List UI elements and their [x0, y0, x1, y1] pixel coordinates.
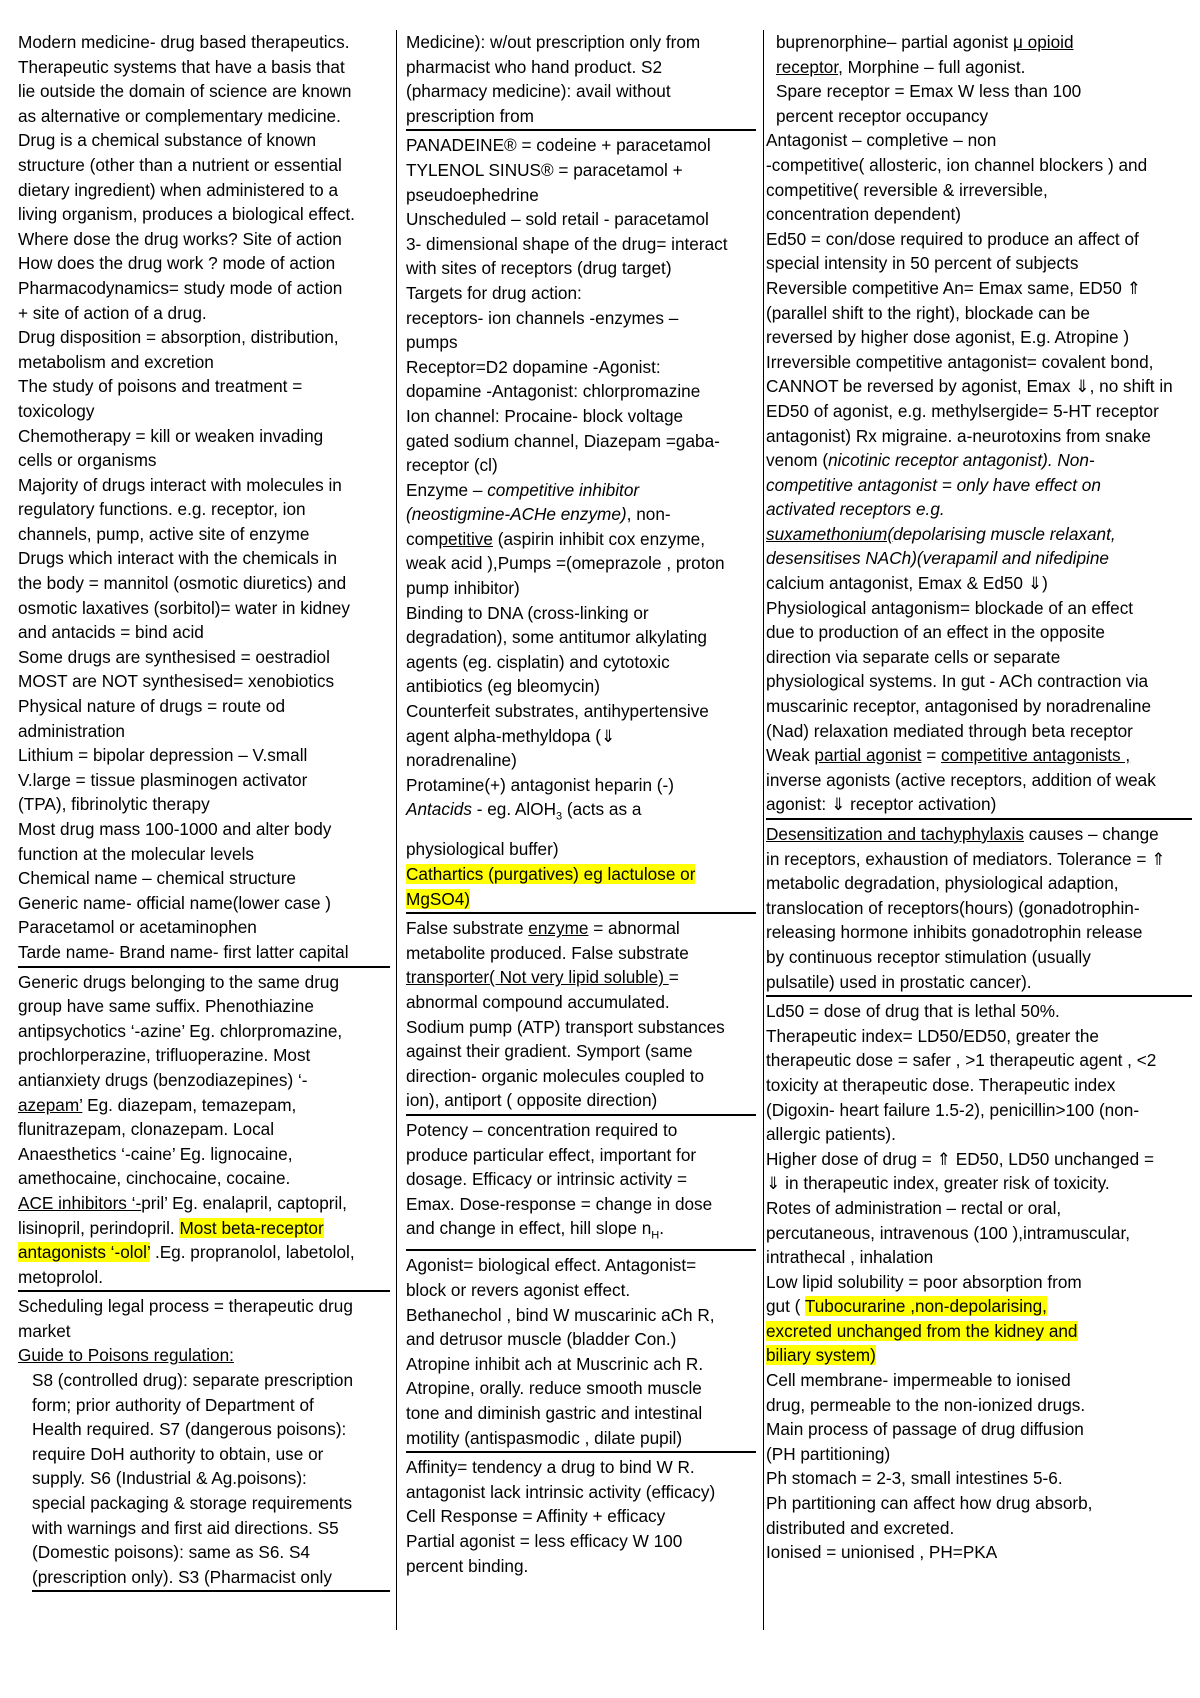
text-line: noradrenaline)	[406, 750, 517, 771]
text-line: Tarde name- Brand name- first latter capital	[18, 941, 349, 962]
text-line: function at the molecular levels	[18, 843, 254, 864]
text-line	[18, 1093, 390, 1118]
text-line: osmotic laxatives (sorbitol)= water in kidney	[18, 597, 350, 618]
text-line: metabolic degradation, physiological adaption,	[766, 873, 1119, 894]
text-line: Bethanechol , bind W muscarinic aCh R,	[406, 1304, 715, 1325]
text-run: Weak	[766, 745, 815, 766]
text-line: therapeutic dose = safer , >1 therapeutic agent , <2	[766, 1050, 1157, 1071]
text-line: Agonist= biological effect. Antagonist=	[406, 1255, 697, 1276]
text-line: group have same suffix. Phenothiazine	[18, 996, 314, 1017]
text-line: Generic drugs belonging to the same drug	[18, 971, 340, 992]
text-line	[406, 916, 756, 941]
text-run: causes – change	[1023, 824, 1159, 844]
text-run: pril’ Eg. enalapril, captopril,	[141, 1192, 347, 1213]
text-line: Cell membrane- impermeable to ionised	[766, 1370, 1071, 1391]
text-line: weak acid ),Pumps =(omeprazole , proton	[406, 553, 725, 574]
text-run: gut (	[766, 1296, 805, 1317]
section-divider	[406, 1114, 756, 1116]
text-line: Ph partitioning can affect how drug absorb,	[766, 1493, 1093, 1514]
text-line: receptors- ion channels -enzymes –	[406, 307, 679, 328]
text-line: agents (eg. cisplatin) and cytotoxic	[406, 651, 670, 672]
text-line: Rotes of administration – rectal or oral,	[766, 1197, 1062, 1218]
text-line: degradation), some antitumor alkylating	[406, 627, 707, 648]
text-line: structure (other than a nutrient or essential	[18, 154, 342, 175]
text-line: toxicology	[18, 400, 95, 421]
text-line: motility (antispasmodic , dilate pupil)	[406, 1427, 683, 1448]
underlined-text: receptor	[776, 56, 839, 77]
text-run: =	[921, 745, 942, 766]
subscript: 3	[555, 810, 563, 823]
text-line	[766, 522, 1192, 547]
text-line: releasing hormone inhibits gonadotrophin release	[766, 922, 1143, 943]
text-line: intrathecal , inhalation	[766, 1247, 934, 1268]
text-line: inverse agonists (active receptors, addition of weak	[766, 769, 1156, 790]
text-line: metoprolol.	[18, 1266, 104, 1287]
text-line: Medicine): w/out prescription only from	[406, 32, 701, 52]
text-line: Atropine, orally. reduce smooth muscle	[406, 1378, 702, 1399]
text-line: Targets for drug action:	[406, 282, 582, 303]
highlighted-text: excreted unchanged from the kidney and	[766, 1320, 1078, 1341]
section-divider	[32, 1590, 390, 1592]
highlighted-text: Most beta-receptor	[179, 1217, 324, 1238]
underlined-text: petitive	[438, 528, 493, 549]
underlined-text: enzyme	[528, 918, 589, 939]
text-line: prescription from	[406, 105, 534, 126]
text-line	[406, 1216, 756, 1248]
text-line: Reversible competitive An= Emax same, ED50 ⇑	[766, 277, 1142, 298]
text-line	[406, 965, 756, 990]
text-line: Where dose the drug works? Site of action	[18, 228, 342, 249]
section-divider	[406, 1249, 756, 1251]
text-line: concentration dependent)	[766, 204, 961, 225]
text-line: amethocaine, cinchocaine, cocaine.	[18, 1168, 291, 1189]
text-line	[766, 30, 1192, 55]
text-line: calcium antagonist, Emax & Ed50 ⇓)	[766, 573, 1048, 594]
text-run: =	[668, 967, 679, 988]
text-line: MOST are NOT synthesised= xenobiotics	[18, 671, 335, 692]
column-1	[18, 30, 390, 1594]
text-line: pump inhibitor)	[406, 578, 520, 599]
text-line: metabolism and excretion	[18, 351, 214, 372]
text-line: tone and diminish gastric and intestinal	[406, 1402, 703, 1423]
underlined-text: transporter( Not very lipid soluble)	[406, 967, 669, 988]
text-line: pseudoephedrine	[406, 184, 539, 205]
text-line: muscarinic receptor, antagonised by noradrenaline	[766, 696, 1152, 717]
text-line: Physical nature of drugs = route od	[18, 696, 286, 717]
text-line: CANNOT be reversed by agonist, Emax ⇓, no shift in	[766, 376, 1173, 397]
text-line: Some drugs are synthesised = oestradiol	[18, 646, 330, 667]
section-divider	[18, 966, 390, 968]
text-line: reversed by higher dose agonist, E.g. Atropine )	[766, 327, 1130, 348]
text-line: desensitises NACh)(verapamil and nifedipine	[766, 548, 1109, 569]
text-line: (PH partitioning)	[766, 1443, 891, 1464]
text-line: ion), antiport ( opposite direction)	[406, 1090, 658, 1111]
section-divider	[18, 1290, 390, 1292]
text-line: Paracetamol or acetaminophen	[18, 917, 257, 938]
text-line: administration	[18, 720, 125, 741]
text-line: Antagonist – completive – non	[766, 130, 997, 151]
text-line: (pharmacy medicine): avail without	[406, 81, 671, 102]
text-line: drug, permeable to the non-ionized drugs.	[766, 1394, 1086, 1415]
column-3	[766, 30, 1192, 1565]
text-line: dopamine -Antagonist: chlorpromazine	[406, 381, 701, 402]
text-line: percent binding.	[406, 1555, 529, 1576]
text-line	[18, 1216, 390, 1241]
highlighted-text: antagonists ‘-olol’	[18, 1242, 151, 1263]
text-line: Sodium pump (ATP) transport substances	[406, 1016, 725, 1037]
text-line: regulatory functions. e.g. receptor, ion	[18, 499, 306, 520]
text-line: dietary ingredient) when administered to a	[18, 179, 339, 200]
text-line: Most drug mass 100-1000 and alter body	[18, 819, 332, 839]
text-line: lie outside the domain of science are known	[18, 81, 352, 102]
text-line: (Digoxin- heart failure 1.5-2), penicillin>100 (non-	[766, 1099, 1140, 1120]
text-line: Spare receptor = Emax W less than 100	[776, 81, 1082, 102]
text-run: and change in effect, hill slope n	[406, 1218, 652, 1239]
text-line: Atropine inhibit ach at Muscrinic ach R.	[406, 1353, 704, 1374]
text-line: block or revers agonist effect.	[406, 1279, 631, 1300]
text-line: ⇓ in therapeutic index, greater risk of toxicity.	[766, 1173, 1110, 1194]
text-line: abnormal compound accumulated.	[406, 992, 670, 1012]
text-line	[766, 1343, 1192, 1368]
text-run: , non-	[626, 504, 671, 525]
italic-text: (neostigmine-ACHe enzyme)	[406, 504, 627, 525]
italic-text: competitive inhibitor	[487, 479, 640, 500]
text-line: against their gradient. Symport (same	[406, 1041, 693, 1062]
text-line: Drug is a chemical substance of known	[18, 130, 317, 151]
text-line: Low lipid solubility = poor absorption from	[766, 1271, 1082, 1292]
text-run: com	[406, 528, 439, 549]
text-line: Therapeutic systems that have a basis that	[18, 56, 345, 77]
text-line: Chemotherapy = kill or weaken invading	[18, 425, 324, 446]
text-line: physiological systems. In gut - ACh contraction via	[766, 671, 1149, 692]
text-line: Protamine(+) antagonist heparin (-)	[406, 774, 674, 795]
text-line: Ionised = unionised , PH=PKA	[766, 1542, 998, 1563]
text-line: by continuous receptor stimulation (usually	[766, 946, 1091, 967]
text-line: due to production of an effect in the opposite	[766, 622, 1105, 643]
text-line: Counterfeit substrates, antihypertensive	[406, 701, 709, 722]
text-line	[766, 743, 1192, 768]
text-line: in receptors, exhaustion of mediators. Tolerance = ⇑	[766, 848, 1166, 869]
text-line	[406, 478, 756, 503]
text-line: + site of action of a drug.	[18, 302, 207, 323]
text-line	[18, 1240, 390, 1265]
text-line: Ph stomach = 2-3, small intestines 5-6.	[766, 1468, 1063, 1489]
section-divider	[406, 129, 756, 131]
underlined-text: azepam’	[18, 1094, 83, 1115]
text-line: How does the drug work ? mode of action	[18, 253, 336, 274]
text-line	[766, 1319, 1192, 1344]
text-line: Cell Response = Affinity + efficacy	[406, 1506, 666, 1527]
text-run: Eg. diazepam, temazepam,	[82, 1094, 297, 1115]
text-line: prochlorperazine, trifluoperazine. Most	[18, 1045, 311, 1066]
text-run: False substrate	[406, 918, 529, 939]
text-line: direction via separate cells or separate	[766, 646, 1061, 667]
text-line: dosage. Efficacy or intrinsic activity =	[406, 1169, 688, 1190]
underlined-text: Desensitization and tachyphylaxis	[766, 824, 1024, 844]
highlighted-text: biliary system)	[766, 1345, 876, 1366]
italic-text: depolarising muscle relaxant,	[893, 523, 1116, 544]
text-line: (Domestic poisons): same as S6. S4	[32, 1542, 310, 1563]
text-line: Drug disposition = absorption, distribution,	[18, 327, 339, 348]
text-line: Irreversible competitive antagonist= covalent bond,	[766, 351, 1154, 372]
text-line: Ion channel: Procaine- block voltage	[406, 405, 684, 426]
text-line: receptor (cl)	[406, 455, 498, 476]
text-line: Drugs which interact with the chemicals in	[18, 548, 338, 569]
text-run: lisinopril, perindopril.	[18, 1217, 180, 1238]
text-line: direction- organic molecules coupled to	[406, 1065, 705, 1086]
text-run: venom (	[766, 450, 829, 471]
section-divider	[766, 818, 1192, 820]
text-line: Chemical name – chemical structure	[18, 868, 296, 889]
text-line: agent alpha-methyldopa (⇓	[406, 725, 616, 746]
text-line: pharmacist who hand product. S2	[406, 56, 663, 77]
underlined-text: μ opioid	[1012, 32, 1074, 52]
text-line	[766, 1294, 1192, 1319]
text-line: special intensity in 50 percent of subjects	[766, 253, 1079, 274]
text-line: with sites of receptors (drug target)	[406, 258, 672, 279]
text-line	[406, 502, 756, 527]
text-line: the body = mannitol (osmotic diuretics) and	[18, 573, 347, 594]
text-line: Lithium = bipolar depression – V.small	[18, 745, 308, 766]
text-run: (aspirin inhibit cox enzyme,	[492, 528, 706, 549]
text-line: (parallel shift to the right), blockade can be	[766, 302, 1090, 323]
text-line: flunitrazepam, clonazepam. Local	[18, 1119, 275, 1140]
text-line: Modern medicine- drug based therapeutics.	[18, 32, 350, 52]
text-line: Binding to DNA (cross-linking or	[406, 602, 649, 623]
text-line	[766, 448, 1192, 473]
text-line: Ed50 = con/dose required to produce an affect of	[766, 228, 1139, 249]
text-line: antagonist) Rx migraine. a-neurotoxins from snake	[766, 425, 1151, 446]
italic-text: Non-	[1052, 450, 1095, 471]
text-line: metabolite produced. False substrate	[406, 942, 689, 963]
text-line: Majority of drugs interact with molecules in	[18, 474, 342, 495]
text-run: , Morphine – full agonist.	[838, 56, 1026, 77]
text-line: (prescription only). S3 (Pharmacist only	[32, 1566, 332, 1587]
text-line: pumps	[406, 332, 458, 353]
text-line: and antacids = bind acid	[18, 622, 204, 643]
text-line	[406, 887, 756, 912]
text-line: Potency – concentration required to	[406, 1119, 678, 1140]
text-line: competitive antagonist = only have effect on	[766, 474, 1101, 495]
underlined-text: ACE inhibitors ‘-	[18, 1192, 142, 1213]
text-line: -competitive( allosteric, ion channel blockers ) and	[766, 154, 1148, 175]
text-line: living organism, produces a biological effect.	[18, 204, 355, 225]
text-line: pulsatile) used in prostatic cancer).	[766, 971, 1032, 992]
section-divider	[406, 912, 756, 914]
highlighted-text: Tubocurarine ,non-depolarising,	[804, 1296, 1047, 1317]
text-line: PANADEINE® = codeine + paracetamol	[406, 135, 711, 156]
text-line: and detrusor muscle (bladder Con.)	[406, 1329, 677, 1350]
text-line: as alternative or complementary medicine.	[18, 105, 341, 126]
text-line: physiological buffer)	[406, 839, 559, 860]
text-run: Enzyme –	[406, 479, 488, 500]
text-line: competitive( reversible & irreversible,	[766, 179, 1048, 200]
text-line: Main process of passage of drug diffusion	[766, 1419, 1084, 1440]
text-line: require DoH authority to obtain, use or	[32, 1443, 324, 1464]
text-line: Therapeutic index= LD50/ED50, greater the	[766, 1025, 1099, 1046]
section-divider	[406, 1451, 756, 1453]
italic-text: nicotinic receptor antagonist).	[828, 450, 1053, 471]
text-line: Unscheduled – sold retail - paracetamol	[406, 209, 709, 230]
text-line: antianxiety drugs (benzodiazepines) ‘-	[18, 1069, 308, 1090]
text-line: cells or organisms	[18, 450, 157, 471]
text-line: Ld50 = dose of drug that is lethal 50%.	[766, 1001, 1060, 1022]
text-line: (Nad) relaxation mediated through beta receptor	[766, 720, 1133, 741]
text-line: percent receptor occupancy	[776, 105, 989, 126]
text-run: buprenorphine– partial agonist	[776, 32, 1013, 52]
section-heading: Guide to Poisons regulation:	[18, 1345, 234, 1366]
text-run: = abnormal	[588, 918, 680, 939]
text-line: Affinity= tendency a drug to bind W R.	[406, 1457, 695, 1478]
text-line: translocation of receptors(hours) (gonadotrophin-	[766, 897, 1140, 918]
text-line	[406, 527, 756, 552]
text-line: allergic patients).	[766, 1124, 896, 1145]
text-line: Health required. S7 (dangerous poisons):	[32, 1419, 347, 1440]
text-line: special packaging & storage requirements	[32, 1493, 353, 1514]
column-divider-1	[396, 30, 397, 1630]
text-line: TYLENOL SINUS® = paracetamol +	[406, 159, 683, 180]
text-line: toxicity at therapeutic dose. Therapeutic index	[766, 1074, 1116, 1095]
text-line: supply. S6 (Industrial & Ag.poisons):	[32, 1468, 307, 1489]
text-line	[766, 55, 1192, 80]
text-line: S8 (controlled drug): separate prescription	[32, 1370, 353, 1391]
text-run: .	[659, 1218, 664, 1239]
text-run: .Eg. propranolol, labetolol,	[150, 1242, 355, 1263]
text-line: Generic name- official name(lower case )	[18, 892, 332, 913]
text-run: (acts as a	[562, 799, 642, 820]
text-line: form; prior authority of Department of	[32, 1394, 314, 1415]
text-line: Receptor=D2 dopamine -Agonist:	[406, 356, 661, 377]
text-line	[18, 1191, 390, 1216]
italic-text: Antacids	[406, 799, 472, 820]
section-divider	[766, 995, 1192, 997]
column-2	[406, 30, 756, 1578]
text-line: channels, pump, active site of enzyme	[18, 523, 310, 544]
text-line	[406, 797, 756, 829]
text-line: produce particular effect, important for	[406, 1144, 697, 1165]
text-line: 3- dimensional shape of the drug= interact	[406, 233, 728, 254]
text-line: Emax. Dose-response = change in dose	[406, 1193, 713, 1214]
text-line: with warnings and first aid directions. S5	[32, 1517, 339, 1538]
underlined-text: competitive antagonists ,	[941, 745, 1131, 766]
underlined-text: partial agonist	[814, 745, 922, 766]
highlighted-text: Cathartics (purgatives) eg lactulose or	[406, 864, 696, 885]
text-line: Scheduling legal process = therapeutic drug	[18, 1296, 353, 1317]
text-line: agonist: ⇓ receptor activation)	[766, 794, 997, 815]
text-line: Partial agonist = less efficacy W 100	[406, 1530, 683, 1551]
text-line: Pharmacodynamics= study mode of action	[18, 277, 343, 298]
italic-underlined-text: suxamethonium(	[766, 523, 894, 544]
subscript: H	[651, 1229, 660, 1242]
text-line: distributed and excreted.	[766, 1517, 955, 1538]
text-line	[766, 822, 1192, 847]
text-line: antagonist lack intrinsic activity (efficacy)	[406, 1481, 716, 1502]
text-line	[406, 862, 756, 887]
text-run: - eg. AlOH	[471, 799, 556, 820]
text-line: V.large = tissue plasminogen activator	[18, 769, 308, 790]
text-line: activated receptors e.g.	[766, 499, 945, 520]
text-line: antipsychotics ‘-azine’ Eg. chlorpromazine,	[18, 1020, 343, 1041]
text-line: (TPA), fibrinolytic therapy	[18, 794, 210, 815]
text-line: gated sodium channel, Diazepam =gaba-	[406, 430, 720, 451]
text-line: percutaneous, intravenous (100 ),intramuscular,	[766, 1222, 1130, 1243]
text-line: antibiotics (eg bleomycin)	[406, 676, 600, 697]
column-divider-2	[763, 30, 764, 1630]
text-line: The study of poisons and treatment =	[18, 376, 303, 397]
text-line: ED50 of agonist, e.g. methylsergide= 5-HT receptor	[766, 400, 1159, 421]
highlighted-text: MgSO4)	[406, 888, 470, 909]
text-line: market	[18, 1320, 71, 1341]
text-line: Physiological antagonism= blockade of an effect	[766, 597, 1134, 618]
text-line: Anaesthetics ‘-caine’ Eg. lignocaine,	[18, 1143, 293, 1164]
text-line: Higher dose of drug = ⇑ ED50, LD50 unchanged =	[766, 1148, 1155, 1169]
